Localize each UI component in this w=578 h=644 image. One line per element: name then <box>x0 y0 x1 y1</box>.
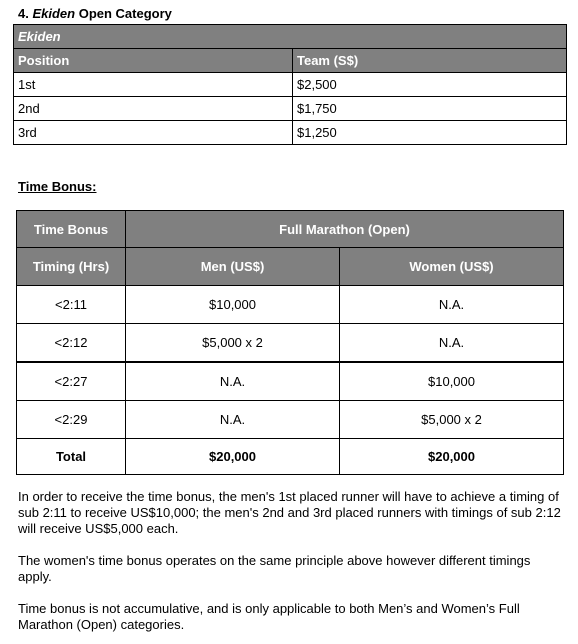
ekiden-prize-table <box>13 24 567 145</box>
table-row <box>14 73 567 97</box>
column-header-position: Position <box>14 49 293 73</box>
column-header-women: Women (US$) <box>340 248 564 286</box>
table-cell: N.A. <box>126 401 340 439</box>
paragraph-not-accumulative: Time bonus is not accumulative, and is only applicable to both Men’s and Women’s Full Marathon (Open) categories. <box>18 601 520 632</box>
table-cell: 1st <box>14 73 293 97</box>
table-header-row <box>17 211 564 248</box>
section-number: 4. <box>18 6 29 21</box>
column-header-team: Team (S$) <box>293 49 567 73</box>
paragraph-women-bonus: The women's time bonus operates on the same principle above however different timings apply. <box>18 553 531 584</box>
table-header-row <box>14 49 567 73</box>
table-cell: $1,250 <box>293 121 567 145</box>
table-cell: $5,000 x 2 <box>126 324 340 363</box>
table-cell: <2:12 <box>17 324 126 363</box>
section-heading-ekiden <box>18 6 172 21</box>
section-title-rest: Open Category <box>75 6 172 21</box>
table-cell: $1,750 <box>293 97 567 121</box>
table-cell: N.A. <box>126 362 340 401</box>
table-row <box>17 324 564 363</box>
total-women: $20,000 <box>340 439 564 475</box>
table-cell: $2,500 <box>293 73 567 97</box>
table-row <box>14 97 567 121</box>
table-cell: $10,000 <box>126 286 340 324</box>
table-row <box>17 286 564 324</box>
table-header-row <box>17 248 564 286</box>
table-row <box>17 362 564 401</box>
total-men: $20,000 <box>126 439 340 475</box>
column-header-time-bonus: Time Bonus <box>17 211 126 248</box>
table-cell: <2:29 <box>17 401 126 439</box>
table-cell: $5,000 x 2 <box>340 401 564 439</box>
paragraph-men-bonus: In order to receive the time bonus, the men's 1st placed runner will have to achieve a timing of sub 2:11 to receive US$10,000; the men's 2nd and 3rd placed runners with timings of sub 2:12 will receive US$5,000 each. <box>18 489 561 536</box>
table-cell: N.A. <box>340 324 564 363</box>
table-cell: 2nd <box>14 97 293 121</box>
table-caption-row <box>14 25 567 49</box>
section-italic-word: Ekiden <box>32 6 76 21</box>
column-header-men: Men (US$) <box>126 248 340 286</box>
table-cell: <2:11 <box>17 286 126 324</box>
column-header-timing: Timing (Hrs) <box>17 248 126 286</box>
table-caption: Ekiden <box>14 25 567 49</box>
table-cell: $10,000 <box>340 362 564 401</box>
table-cell: 3rd <box>14 121 293 145</box>
column-header-full-marathon: Full Marathon (Open) <box>126 211 564 248</box>
table-cell: N.A. <box>340 286 564 324</box>
time-bonus-heading: Time Bonus: <box>18 179 97 194</box>
time-bonus-table <box>16 210 564 475</box>
table-cell: <2:27 <box>17 362 126 401</box>
table-row <box>17 401 564 439</box>
total-label: Total <box>17 439 126 475</box>
table-row <box>14 121 567 145</box>
table-total-row <box>17 439 564 475</box>
